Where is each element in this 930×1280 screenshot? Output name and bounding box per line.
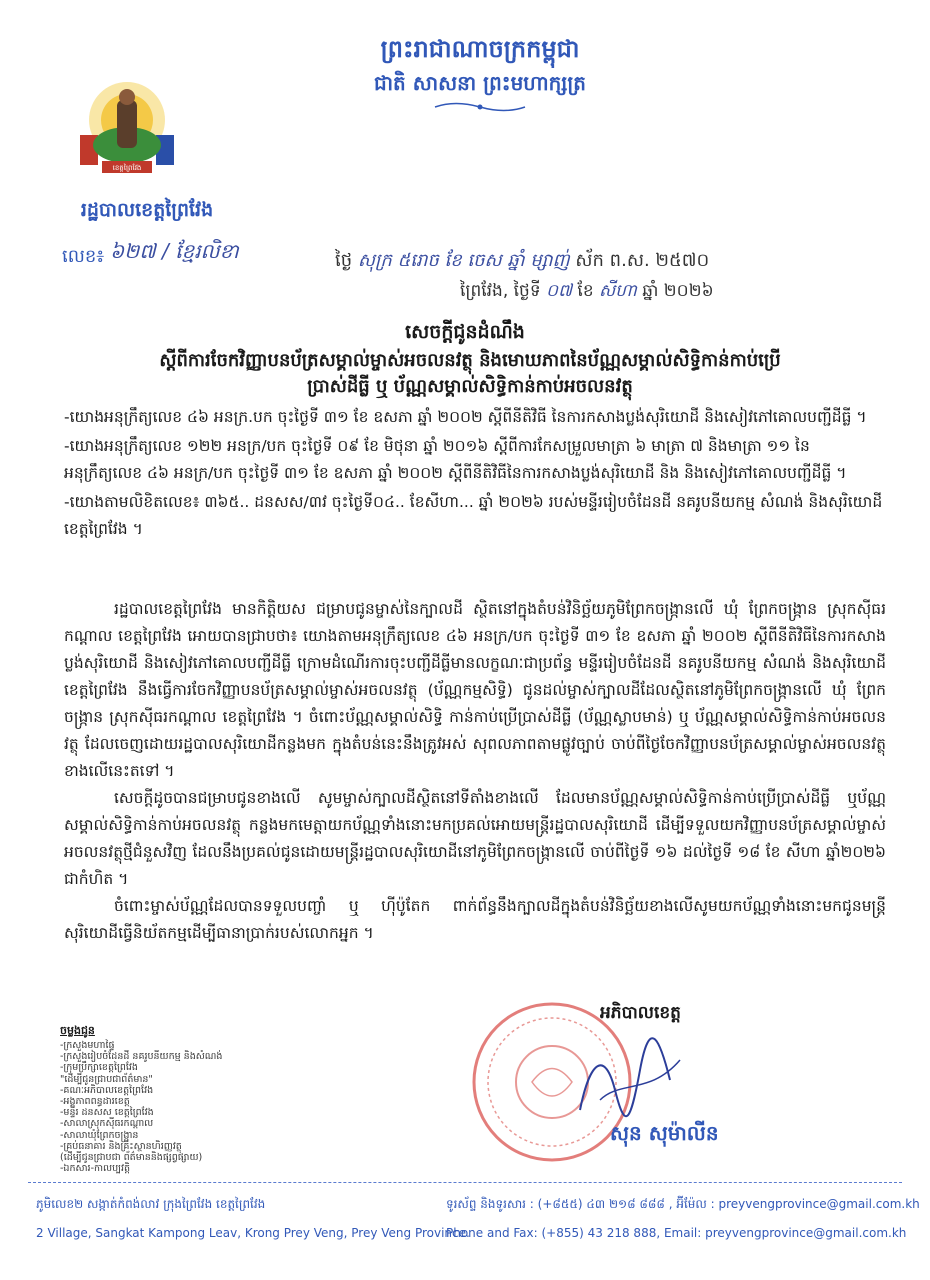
document-subject: ស្តីពីការចែកវិញ្ញាបនប័ត្រសម្គាល់ម្ចាស់អចលនវត្ថុ និងមោឃភាពនៃប័ណ្ណសម្គាល់សិទ្ធិកាន់កាប់ប្រើប្រាស់ដីធ្លី ឬ ប័ណ្ណសម្គាល់សិទ្ធិកាន់កាប់អចលនវត្ថុ bbox=[159, 350, 781, 397]
cc-item: -សាលាស្រុកស៊ីធរកណ្តាល bbox=[60, 1118, 154, 1130]
cc-item: -ឯកសារ-កាលប្បវត្តិ bbox=[60, 1163, 130, 1175]
solar-year: ២០២៦ bbox=[663, 281, 714, 301]
signer-name: សុន សុម៉ាលីន bbox=[610, 1121, 719, 1145]
footer-address-km: ភូមិលេខ២ សង្កាត់កំពង់លាវ ក្រុងព្រៃវែង ខេត្តព្រៃវែង bbox=[36, 1197, 266, 1211]
cc-item: -មន្ទីរ ដនសស ខេត្តព្រៃវែង bbox=[60, 1107, 154, 1119]
cc-item: (ដើម្បីជូនជ្រាបជា ព័ត៌មាននិងផ្សព្វផ្សាយ) bbox=[60, 1152, 203, 1164]
reference-number: ៦២៧ / ខ្មែរលិខា bbox=[110, 239, 239, 263]
ornament-divider bbox=[430, 100, 530, 114]
body-paragraph: សេចក្តីដូចបានជម្រាបជូនខាងលើ សូមម្ចាស់ក្បាលដីស្ថិតនៅទីតាំងខាងលើ ដែលមានប័ណ្ណសម្គាល់សិទ្ធិកាន់កាប់ប្រើប្រាស់ដីធ្លី ឬប័ណ្ណសម្គាល់សិទ្ធិកាន់កាប់អចលនវត្ថុ កន្លងមកមេត្តាយកប័ណ្ណទាំងនោះមកប្រគល់អោយមន្ត្រីរដ្ឋបាលសុរិយោដី ដើម្បីទទួលយកវិញ្ញាបនប័ត្រសម្គាល់ម្ចាស់អចលនវត្ថុថ្មីជំនួសវិញ ដែលនឹងប្រគល់ជូនដោយមន្ត្រីរដ្ឋបាលសុរិយោដីនៅភូមិព្រែកចង្ក្រានលើ ចាប់ពីថ្ងៃទី ១៦ ដល់ថ្ងៃទី ១៨ ខែ សីហា ឆ្នាំ២០២៦ ជាកំហិត ។ bbox=[64, 789, 886, 888]
reference-item: -យោងអនុក្រឹត្យលេខ ១២២ អនក្រ/បក ចុះថ្ងៃទី ០៩ ខែ មិថុនា ឆ្នាំ ២០១៦ ស្តីពីការកែសម្រួលមាត្រា ៦ មាត្រា ៧ និងមាត្រា ១១ នៃអនុក្រឹត្យលេខ ៤៦ អនក្រ/បក ចុះថ្ងៃទី ៣១ ខែ ឧសភា ឆ្នាំ ២០០២ ស្តីពីនីតិវិធីនៃការកសាងប្លង់សុរិយោដី និង និងសៀវភៅគោលបញ្ជីដីធ្លី ។ bbox=[64, 437, 847, 482]
reference-label: លេខ៖ bbox=[62, 246, 105, 267]
lunar-date-prefix: ថ្ងៃ bbox=[335, 250, 353, 271]
solar-month-label: ខែ bbox=[577, 281, 594, 301]
notice-body bbox=[64, 596, 886, 947]
footer-contact-en: Phone and Fax: (+855) 43 218 888, Email: preyvengprovince@gmail.com.kh bbox=[446, 1226, 907, 1240]
national-motto: ជាតិ សាសនា ព្រះមហាក្សត្រ bbox=[374, 71, 586, 95]
cc-list bbox=[60, 1040, 222, 1174]
solar-year-label: ឆ្នាំ bbox=[642, 281, 659, 301]
provincial-logo bbox=[72, 75, 182, 180]
logo-text: ខេត្តព្រៃវែង bbox=[112, 164, 142, 172]
document-title: សេចក្តីជូនដំណឹង bbox=[405, 321, 525, 343]
cc-item: -អង្គភាពពន្ធដារខេត្ត bbox=[60, 1096, 130, 1108]
handwritten-signature bbox=[560, 1030, 690, 1130]
lunar-date-handwritten: សុក្រ ៥រោច ខែ ចេស ឆ្នាំ ម្សាញ់ bbox=[357, 250, 570, 271]
cc-title: ចម្លងជូន bbox=[60, 1024, 95, 1037]
cc-item: "ដើម្បីជូនជ្រាបជាព័ត៌មាន" bbox=[60, 1073, 153, 1085]
cc-item: -គណៈអភិបាលខេត្តព្រៃវែង bbox=[60, 1084, 154, 1096]
reference-item: -យោងអនុក្រឹត្យលេខ ៤៦ អនក្រ.បក ចុះថ្ងៃទី ៣១ ខែ ឧសភា ឆ្នាំ ២០០២ ស្តីពីនីតិវិធី នៃការកសាងប្លង់សុរិយោដី និងសៀវភៅគោលបញ្ជីដីធ្លី ។ bbox=[64, 408, 867, 426]
footer-address-en: 2 Village, Sangkat Kampong Leav, Krong Prey Veng, Prey Veng Province. bbox=[36, 1226, 470, 1240]
signer-title: អភិបាលខេត្ត bbox=[600, 1003, 681, 1023]
issuing-authority: រដ្ឋបាលខេត្តព្រៃវែង bbox=[80, 199, 214, 221]
cc-item: -ក្រសួងរៀបចំដែនដី នគរូបនីយកម្ម និងសំណង់ bbox=[60, 1051, 223, 1063]
solar-date-place: ព្រៃវែង, ថ្ងៃទី bbox=[460, 281, 541, 301]
cc-item: -ក្រសួងមហាផ្ទៃ bbox=[60, 1040, 115, 1051]
solar-day: ០៧ bbox=[546, 281, 573, 301]
kingdom-heading: ព្រះរាជាណាចក្រកម្ពុជា bbox=[380, 35, 580, 63]
footer-divider bbox=[28, 1182, 902, 1183]
solar-date bbox=[460, 280, 714, 305]
lunar-era: ស័ក ព.ស. ២៥៧០ bbox=[575, 250, 710, 271]
cc-item: -សាលាឃុំព្រែកចង្ក្រាន bbox=[60, 1129, 139, 1141]
body-paragraph: ចំពោះម្ចាស់ប័ណ្ណដែលបានទទួលបញ្ចាំ ឬ ហ៊ីប៉ូតែក ពាក់ព័ន្ធនឹងក្បាលដីក្នុងតំបន់វិនិច្ឆ័យខាងលើសូមយកប័ណ្ណទាំងនោះមកជូនមន្ត្រីសុរិយោដីធ្វើនិយ័តកម្មដើម្បីធានាប្រាក់របស់លោកអ្នក ។ bbox=[64, 897, 886, 942]
footer-contact-km: ទូរស័ព្ទ និងទូរសារ : (+៨៥៥) ៤៣ ២១៨ ៨៨៨ , អ៊ីម៉ែល : preyvengprovince@gmail.com.kh bbox=[446, 1197, 920, 1211]
cc-item: -ក្រុមប្រឹក្សាខេត្តព្រៃវែង bbox=[60, 1062, 138, 1074]
reference-item: -យោងតាមលិខិតលេខ៖ ៣៦៥.. ដនសស/៣វ ចុះថ្ងៃទី០៤.. ខែសីហា... ឆ្នាំ ២០២៦ របស់មន្ទីររៀបចំដែនដី នគរូបនីយកម្ម សំណង់ និងសុរិយោដី ខេត្តព្រៃវែង ។ bbox=[64, 493, 883, 538]
solar-month: សីហា bbox=[599, 281, 637, 301]
body-paragraph: រដ្ឋបាលខេត្តព្រៃវែង មានកិត្តិយស ជម្រាបជូនម្ចាស់នៃក្បាលដី ស្ថិតនៅក្នុងតំបន់វិនិច្ឆ័យភូមិព្រែកចង្ក្រានលើ ឃុំ ព្រែកចង្ក្រាន ស្រុកស៊ីធរកណ្តាល ខេត្តព្រៃវែង អោយបានជ្រាបថា៖ យោងតាមអនុក្រឹត្យលេខ ៤៦ អនក្រ/បក ចុះថ្ងៃទី ៣១ ខែ ឧសភា ឆ្នាំ ២០០២ ស្តីពីនីតិវិធីនៃការកសាងប្លង់សុរិយោដី និងសៀវភៅគោលបញ្ជីដីធ្លី ក្រោមដំណើរការចុះបញ្ជីដីធ្លីមានលក្ខណៈជាប្រព័ន្ធ មន្ទីររៀបចំដែនដី នគរូបនីយកម្ម សំណង់ និងសុរិយោដី ខេត្តព្រៃវែង នឹងធ្វើការចែកវិញ្ញាបនប័ត្រសម្គាល់ម្ចាស់អចលនវត្ថុ (ប័ណ្ណកម្មសិទ្ធិ) ជូនដល់ម្ចាស់ក្បាលដីដែលស្ថិតនៅភូមិព្រែកចង្ក្រានលើ ឃុំ ព្រែកចង្ក្រាន ស្រុកស៊ីធរកណ្តាល ខេត្តព្រៃវែង ។ ចំពោះប័ណ្ណសម្គាល់សិទ្ធិ កាន់កាប់ប្រើប្រាស់ដីធ្លី (ប័ណ្ណស្លាបមាន់) ឬ ប័ណ្ណសម្គាល់សិទ្ធិកាន់កាប់អចលនវត្ថុ ដែលចេញដោយរដ្ឋបាលសុរិយោដីកន្លងមក ក្នុងតំបន់នេះនឹងត្រូវអស់ សុពលភាពតាមផ្លូវច្បាប់ ចាប់ពីថ្ងៃចែកវិញ្ញាបនប័ត្រសម្គាល់ម្ចាស់អចលនវត្ថុខាងលើនេះតទៅ ។ bbox=[64, 600, 886, 780]
legal-references bbox=[64, 404, 884, 545]
lunar-date bbox=[335, 248, 709, 275]
cc-item: -គ្រប់ធនាគារ និងគ្រឹះស្ថានហិរញ្ញវត្ថុ bbox=[60, 1140, 182, 1152]
